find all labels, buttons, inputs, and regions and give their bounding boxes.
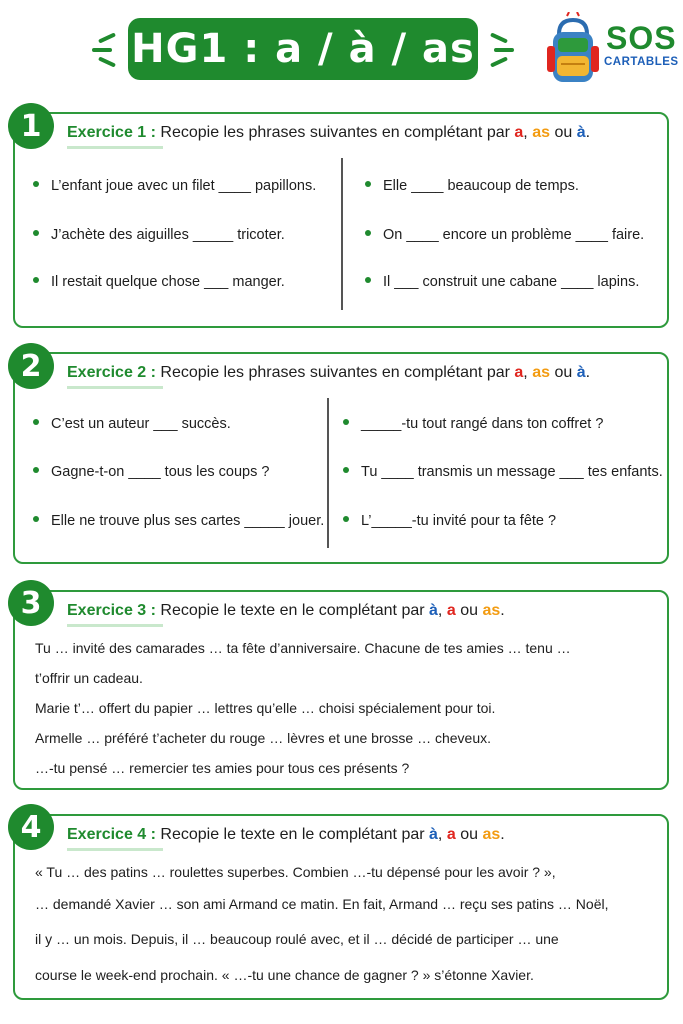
exercise-2-number-badge: 2 (8, 343, 54, 389)
exercise-1-instruction: Exercice 1 : Recopie les phrases suivantes en complétant par a, as ou à. (67, 124, 590, 142)
list-item: _____-tu tout rangé dans ton coffret ? (343, 416, 603, 432)
list-item: On ____ encore un problème ____ faire. (365, 227, 644, 243)
text-line: …-tu pensé … remercier tes amies pour tous ces présents ? (35, 760, 410, 776)
list-item: Tu ____ transmis un message ___ tes enfants. (343, 464, 663, 480)
logo-line-2: CARTABLES (604, 56, 679, 68)
text-line: … demandé Xavier … son ami Armand ce matin. En fait, Armand … reçu ses patins … Noël, (35, 896, 609, 912)
exercise-2-instruction: Exercice 2 : Recopie les phrases suivantes en complétant par a, as ou à. (67, 364, 590, 382)
list-item: Elle ____ beaucoup de temps. (365, 178, 579, 194)
exercise-3-instruction: Exercice 3 : Recopie le texte en le complétant par à, a ou as. (67, 602, 505, 620)
exercise-1-number-badge: 1 (8, 103, 54, 149)
exercise-4-number-badge: 4 (8, 804, 54, 850)
text-line: « Tu … des patins … roulettes superbes. Combien …-tu dépensé pour les avoir ? », (35, 864, 556, 880)
exercise-4-label: Exercice 4 : (67, 826, 156, 843)
exercise-4-box (13, 814, 669, 1000)
exercise-3-number-badge: 3 (8, 580, 54, 626)
list-item: L’enfant joue avec un filet ____ papillons. (33, 178, 316, 194)
text-line: course le week-end prochain. « …-tu une chance de gagner ? » s’étonne Xavier. (35, 967, 534, 983)
list-item: Elle ne trouve plus ses cartes _____ jouer. (33, 513, 324, 529)
text-line: t’offrir un cadeau. (35, 670, 143, 686)
list-item: J’achète des aiguilles _____ tricoter. (33, 227, 285, 243)
page-title-banner (128, 18, 478, 80)
list-item: C’est un auteur ___ succès. (33, 416, 231, 432)
list-item: Il restait quelque chose ___ manger. (33, 274, 285, 290)
exercise-1-label: Exercice 1 : (67, 124, 156, 141)
list-item: L’_____-tu invité pour ta fête ? (343, 513, 556, 529)
logo-wordmark (604, 22, 679, 69)
list-item: Il ___ construit une cabane ____ lapins. (365, 274, 639, 290)
text-line: Marie t’… offert du papier … lettres qu’elle … choisi spécialement pour toi. (35, 700, 496, 716)
exercise-4-instruction: Exercice 4 : Recopie le texte en le complétant par à, a ou as. (67, 826, 505, 844)
text-line: il y … un mois. Depuis, il … beaucoup roulé avec, et il … décidé de participer … une (35, 931, 559, 947)
exercise-2-label: Exercice 2 : (67, 364, 156, 381)
exercise-1-box (13, 112, 669, 328)
logo-line-1: SOS (605, 20, 677, 56)
page-title: HG1 : a / à / as (131, 26, 475, 72)
backpack-icon (545, 12, 601, 86)
text-line: Tu … invité des camarades … ta fête d’anniversaire. Chacune de tes amies … tenu … (35, 640, 571, 656)
column-divider (327, 398, 329, 548)
exercise-3-box (13, 590, 669, 790)
list-item: Gagne-t-on ____ tous les coups ? (33, 464, 269, 480)
exercise-2-box (13, 352, 669, 564)
text-line: Armelle … préféré t’acheter du rouge … lèvres et une brosse … cheveux. (35, 730, 491, 746)
exercise-3-label: Exercice 3 : (67, 602, 156, 619)
column-divider (341, 158, 343, 310)
